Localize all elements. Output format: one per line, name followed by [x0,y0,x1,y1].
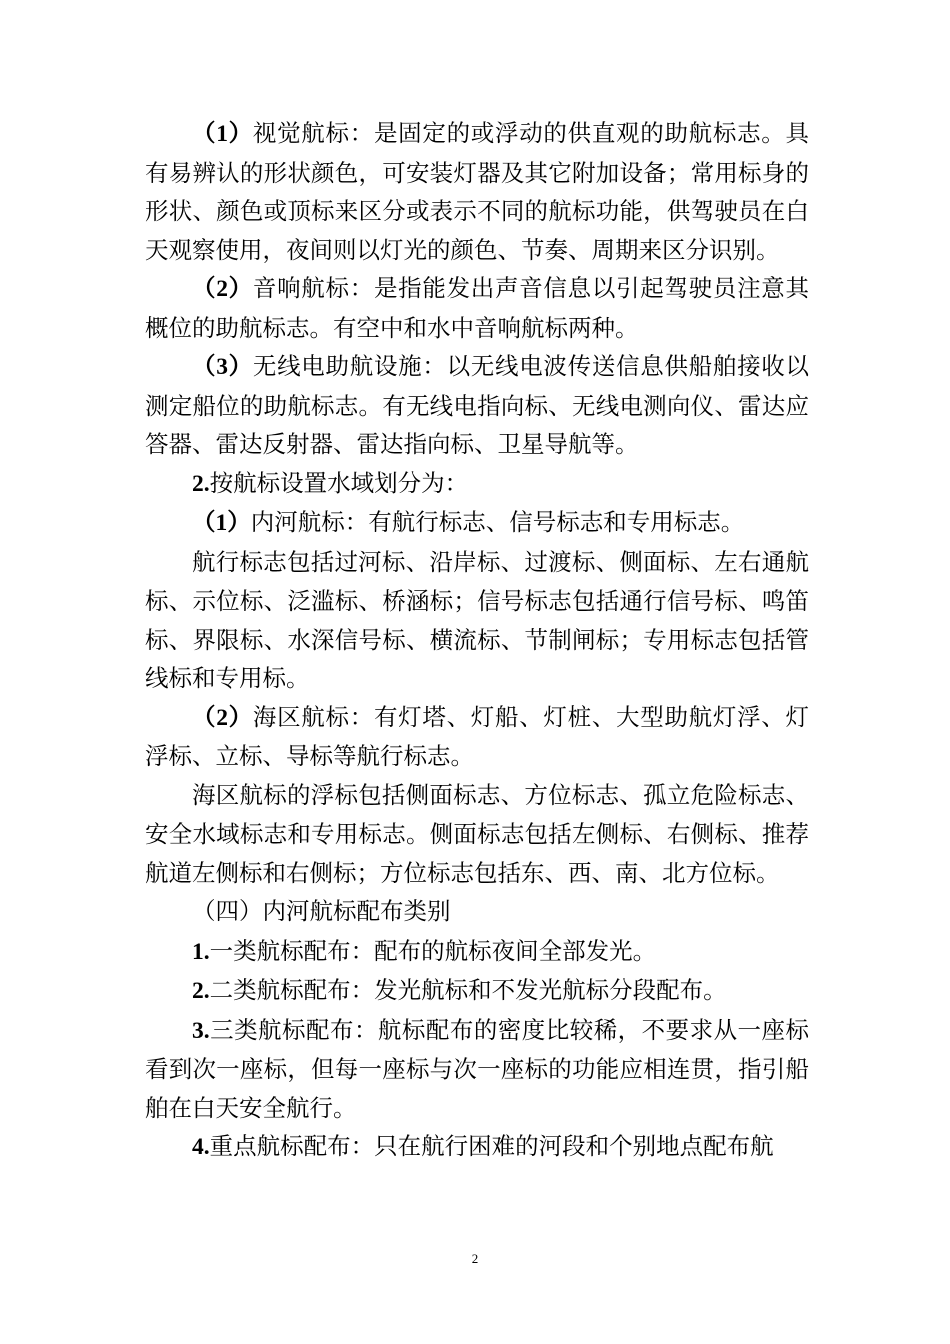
section-heading [145,892,809,932]
item-number: 4. [192,1134,210,1160]
paragraph-by-waters [145,464,809,504]
paragraph-text: 一类航标配布：配布的航标夜间全部发光。 [209,936,657,965]
item-number: （3） [192,354,253,380]
item-number: 1. [192,938,210,965]
paragraph-text: 无线电助航设施：以无线电波传送信息供船舶接收以测定船位的助航标志。有无线电指向标、无线电测向仪、雷达应答器、雷达反射器、雷达指向标、卫星导航等。 [145,352,810,458]
page-number: 2 [471,1251,479,1266]
paragraph-text: 重点航标配布：只在航行困难的河段和个别地点配布航 [209,1132,774,1160]
paragraph-key-beacon [145,1127,809,1167]
paragraph-text: 按航标设置水域划分为： [209,468,469,497]
paragraph-visual-beacon [145,114,809,269]
paragraph-sea-beacon [145,698,809,776]
paragraph-text: 海区航标的浮标包括侧面标志、方位标志、孤立危险标志、安全水域标志和专用标志。侧面标志包括左侧标、右侧标、推荐航道左侧标和右侧标；方位标志包括东、西、南、北方位标。 [145,780,809,887]
paragraph-class-two [145,971,809,1011]
item-number: （1） [192,510,251,536]
paragraph-sound-beacon [145,269,809,347]
item-number: （2） [192,276,253,302]
document-body [145,114,809,1167]
paragraph-sea-buoys [145,776,809,893]
paragraph-text: 视觉航标：是固定的或浮动的供直观的助航标志。具有易辨认的形状颜色，可安装灯器及其它附加设备；常用标身的形状、颜色或顶标来区分或表示不同的航标功能，供驾驶员在白天观察使用，夜间则以灯光的颜色、节奏、周期来区分识别。 [145,119,810,264]
item-number: 2. [192,470,210,497]
paragraph-inland-beacon [145,503,809,543]
paragraph-text: 内河航标：有航行标志、信号标志和专用标志。 [250,508,745,536]
paragraph-text: 音响航标：是指能发出声音信息以引起驾驶员注意其概位的助航标志。有空中和水中音响航标两种。 [145,274,810,342]
paragraph-class-three [145,1011,809,1128]
item-number: 2. [192,978,210,1004]
item-number: 3. [192,1017,210,1044]
paragraph-text: 三类航标配布：航标配布的密度比较稀，不要求从一座标看到次一座标，但每一座标与次一座标的功能应相连贯，指引船舶在白天安全航行。 [145,1015,809,1122]
item-number: （1） [192,121,253,147]
paragraph-text: 二类航标配布：发光航标和不发光航标分段配布。 [209,976,727,1004]
paragraph-text: 海区航标：有灯塔、灯船、灯桩、大型助航灯浮、灯浮标、立标、导标等航行标志。 [145,702,810,770]
paragraph-inland-details [145,543,809,698]
item-number: （2） [192,704,253,731]
paragraph-radio-aids [145,347,809,464]
paragraph-text: 航行标志包括过河标、沿岸标、过渡标、侧面标、左右通航标、示位标、泛滥标、桥涵标；信号标志包括通行信号标、鸣笛标、界限标、水深信号标、横流标、节制闸标；专用标志包括管线标和专用标。 [145,547,809,692]
paragraph-text: （四）内河航标配布类别 [192,897,451,925]
paragraph-class-one [145,932,809,972]
